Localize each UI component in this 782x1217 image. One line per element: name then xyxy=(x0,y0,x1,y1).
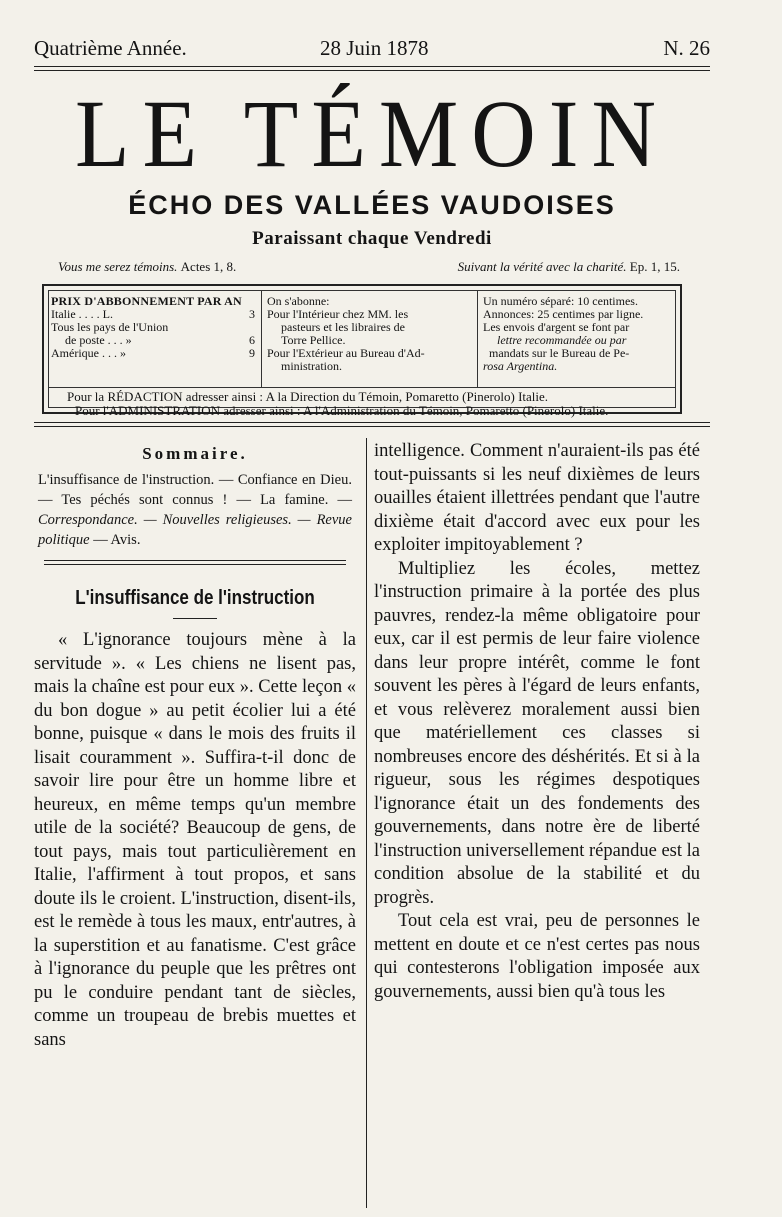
masthead-subtitle: ÉCHO DES VALLÉES VAUDOISES xyxy=(128,190,616,220)
masthead-title: LE TÉMOIN xyxy=(74,80,670,187)
subscription-terms xyxy=(483,295,679,373)
issue-number: N. 26 xyxy=(663,36,710,60)
price-value: 9 xyxy=(249,346,255,360)
header-rule-thin xyxy=(34,70,710,71)
motto-right-ref: Ep. 1, 15. xyxy=(629,259,680,274)
column-separator xyxy=(366,438,367,1208)
address-administration: Pour l'ADMINISTRATION adresser ainsi : A l'Administration du Témoin, Pomaretto (Pinerolo) Italie. xyxy=(75,403,609,418)
price-label: Amérique . . . » xyxy=(51,346,126,360)
article-paragraph: « L'ignorance toujours mène à la servitude ». « Les chiens ne lisent pas, mais la chaîne est pour eux ». Cette leçon « du bon dogue » au petit écolier lui a été bonne, puisque « dans le mois des fruits il lisait couramment ». Suffira-t-il donc de savoir lire pour être un homme libre et heureux, en même temps qu'un membre utile de la société? Beaucoup de gens, de tout pays, mais tout particulièrement en Italie, l'affirment à tout propos, et sans doute ils le croient. L'instruction, disent-ils, est le remède à tous les maux, entr'autres, à la superstition et au fanatisme. C'est grâce à l'ignorance du peuple que les prêtres ont pu le conduire pendant tant de siècles, comme un troupeau de brebis muettes et sans xyxy=(34,630,356,1050)
where-line: Pour l'Intérieur chez MM. les xyxy=(267,307,409,321)
where-line: ministration. xyxy=(281,359,342,373)
prices-heading: PRIX D'ABBONNEMENT PAR AN xyxy=(51,294,242,308)
publication-frequency: Paraissant chaque Vendredi xyxy=(252,228,492,249)
sommaire-title: Sommaire. xyxy=(142,444,248,463)
title-rule xyxy=(173,618,217,619)
mottos xyxy=(58,259,680,279)
motto-left xyxy=(58,259,236,275)
price-label: Tous les pays de l'Union xyxy=(51,320,169,334)
article-paragraph: intelligence. Comment n'auraient-ils pas été tout-puissants si les neuf dixièmes de leurs ouailles étaient illettrées pendant que l'autre dixième était d'accord avec eux pour les exploiter impitoyablement ? xyxy=(374,441,700,555)
terms-line: Les envois d'argent se font par xyxy=(483,320,630,334)
where-line: Pour l'Extérieur au Bureau d'Ad- xyxy=(267,346,425,360)
right-column xyxy=(374,440,700,1004)
sommaire-italic: Correspondance. — Nouvelles religieuses. — Revue politique xyxy=(38,512,352,548)
terms-line: rosa Argentina. xyxy=(483,359,558,373)
terms-line: mandats sur le Bureau de Pe- xyxy=(489,346,630,360)
subscription-box xyxy=(42,284,682,418)
sommaire-part: L'insuffisance de l'instruction. — Confiance en Dieu. — Tes péchés sont connus ! — La famine. — xyxy=(38,472,352,508)
motto-left-text: Vous me serez témoins. xyxy=(58,259,178,274)
left-column xyxy=(34,440,356,1052)
subscription-where xyxy=(267,295,473,373)
price-label: Italie . . . . L. xyxy=(51,307,113,321)
where-line: Torre Pellice. xyxy=(281,333,346,347)
issue-year: Quatrième Année. xyxy=(34,36,187,60)
sommaire-rule xyxy=(44,560,346,561)
box-bottom-rule-thin xyxy=(34,426,710,427)
box-bottom-rule xyxy=(34,422,710,423)
terms-line: lettre recommandée ou par xyxy=(497,333,627,347)
terms-line: Un numéro séparé: 10 centimes. xyxy=(483,294,638,308)
address-divider xyxy=(49,387,675,388)
price-value: 6 xyxy=(249,333,255,347)
sommaire-part: — Avis. xyxy=(89,532,141,548)
issue-date: 28 Juin 1878 xyxy=(320,36,429,60)
motto-right xyxy=(458,259,680,275)
subscription-box-inner xyxy=(48,290,676,418)
sommaire-rule-thin xyxy=(44,564,346,565)
article-body-left xyxy=(34,629,356,1052)
price-label: de poste . . . » xyxy=(65,333,132,347)
article-body-right xyxy=(374,440,700,1004)
price-value: 3 xyxy=(249,307,255,321)
price-row xyxy=(51,347,259,360)
header-rule xyxy=(34,66,710,67)
sommaire-body xyxy=(34,470,356,550)
where-line: pasteurs et les libraires de xyxy=(281,320,405,334)
issue-header xyxy=(34,36,710,66)
article-title: L'insuffisance de l'instruction xyxy=(75,587,315,609)
subscription-prices xyxy=(51,295,259,360)
column-divider xyxy=(477,291,478,387)
motto-right-text: Suivant la vérité avec la charité. xyxy=(457,259,627,274)
motto-left-ref: Actes 1, 8. xyxy=(180,259,237,274)
article-paragraph: Multipliez les écoles, mettez l'instruction primaire à la portée des plus pauvres, rendez-la même obligatoire pour eux, car il est permis de leur faire violence dans leur propre intérêt, comme le font souvent les pères à l'égard de leurs enfants, et vous relèverez moralement aussi bien que matériellement ces classes si nombreuses encore des déshérités. Et si à la rigueur, sous les régimes despotiques l'ignorance était un des fondements des gouvernements, dans notre ère de liberté l'instruction universellement répandue est la condition absolue de la stabilité et du progrès. xyxy=(374,558,700,908)
address-redaction: Pour la RÉDACTION adresser ainsi : A la Direction du Témoin, Pomaretto (Pinerolo) Italie. xyxy=(67,389,549,404)
terms-line: Annonces: 25 centimes par ligne. xyxy=(483,307,644,321)
where-line: On s'abonne: xyxy=(267,294,330,308)
article-paragraph: Tout cela est vrai, peu de personnes le mettent en doute et ce n'est certes pas nous qui contesterons l'obligation imposée aux gouvernements, aussi bien qu'à tous les xyxy=(374,911,700,1002)
column-divider xyxy=(261,291,262,387)
